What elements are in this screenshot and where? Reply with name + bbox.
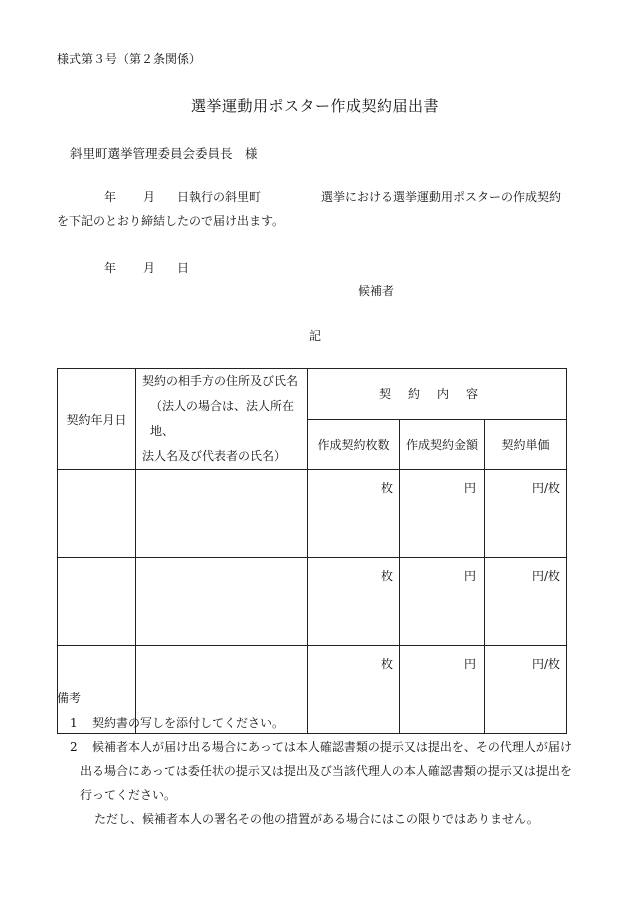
row-amount-cell[interactable] xyxy=(400,470,485,558)
party-header-line3: 法人名及び代表者の氏名） xyxy=(142,449,287,463)
row-count-cell[interactable] xyxy=(308,470,400,558)
note-2-text-line3: 行ってください。 xyxy=(80,788,177,802)
date-month: 月 xyxy=(143,261,156,275)
row-unit-price-cell[interactable] xyxy=(485,558,567,646)
candidate-label: 候補者 xyxy=(358,284,395,298)
amount-unit: 円 xyxy=(463,481,476,495)
page-title: 選挙運動用ポスター作成契約届出書 xyxy=(190,97,439,115)
count-unit: 枚 xyxy=(380,657,393,671)
header-amount: 作成契約金額 xyxy=(400,419,485,470)
count-unit: 枚 xyxy=(380,569,393,583)
header-contract-content xyxy=(308,369,567,420)
row-count-cell[interactable] xyxy=(308,558,400,646)
unit-price-unit: 円/枚 xyxy=(531,657,561,671)
header-contract-party xyxy=(136,369,308,470)
note-1 xyxy=(70,714,284,731)
note-2-text-line1: 候補者本人が届け出る場合にあっては本人確認書類の提示又は提出を、その代理人が届け xyxy=(92,740,572,754)
contract-table xyxy=(57,368,567,734)
table-row xyxy=(58,558,567,646)
party-header-line2: （法人の場合は、法人所在地、 xyxy=(150,399,295,438)
notes-heading: 備考 xyxy=(57,691,82,705)
row-count-cell[interactable] xyxy=(308,646,400,734)
date-day: 日 xyxy=(177,261,190,275)
header-count: 作成契約枚数 xyxy=(308,419,400,470)
date-year: 年 xyxy=(104,261,117,275)
note-2-number: 2 xyxy=(70,740,78,754)
party-header-line1: 契約の相手方の住所及び氏名 xyxy=(142,374,299,388)
addressee: 斜里町選挙管理委員会委員長 様 xyxy=(70,146,258,161)
header-contract-date: 契約年月日 xyxy=(58,369,136,470)
form-number: 様式第３号（第２条関係） xyxy=(57,52,202,66)
row-unit-price-cell[interactable] xyxy=(485,646,567,734)
body-month: 月 xyxy=(143,190,156,204)
row-date-cell[interactable] xyxy=(58,558,136,646)
body-election-text: 選挙における選挙運動用ポスターの作成契約 xyxy=(321,190,562,204)
unit-price-unit: 円/枚 xyxy=(531,569,561,583)
note-2-proviso: ただし、候補者本人の署名その他の措置がある場合にはこの限りではありません。 xyxy=(94,812,539,826)
content-header-label: 契約内容 xyxy=(379,387,496,402)
amount-unit: 円 xyxy=(463,569,476,583)
row-party-cell[interactable] xyxy=(136,558,308,646)
header-unit-price: 契約単価 xyxy=(485,419,567,470)
table-row xyxy=(58,470,567,558)
count-unit: 枚 xyxy=(380,481,393,495)
note-1-text: 契約書の写しを添付してください。 xyxy=(92,716,285,730)
body-year: 年 xyxy=(104,190,117,204)
row-party-cell[interactable] xyxy=(136,470,308,558)
note-2 xyxy=(70,738,572,755)
unit-price-unit: 円/枚 xyxy=(531,481,561,495)
note-1-number: 1 xyxy=(70,716,78,730)
ki-label: 記 xyxy=(308,329,321,343)
amount-unit: 円 xyxy=(463,657,476,671)
body-line-2: を下記のとおり締結したので届け出ます。 xyxy=(57,214,285,228)
body-day-exec: 日執行の斜里町 xyxy=(177,190,262,204)
row-amount-cell[interactable] xyxy=(400,558,485,646)
row-amount-cell[interactable] xyxy=(400,646,485,734)
row-unit-price-cell[interactable] xyxy=(485,470,567,558)
note-2-text-line2: 出る場合にあっては委任状の提示又は提出及び当該代理人の本人確認書類の提示又は提出を xyxy=(80,764,572,778)
row-date-cell[interactable] xyxy=(58,470,136,558)
